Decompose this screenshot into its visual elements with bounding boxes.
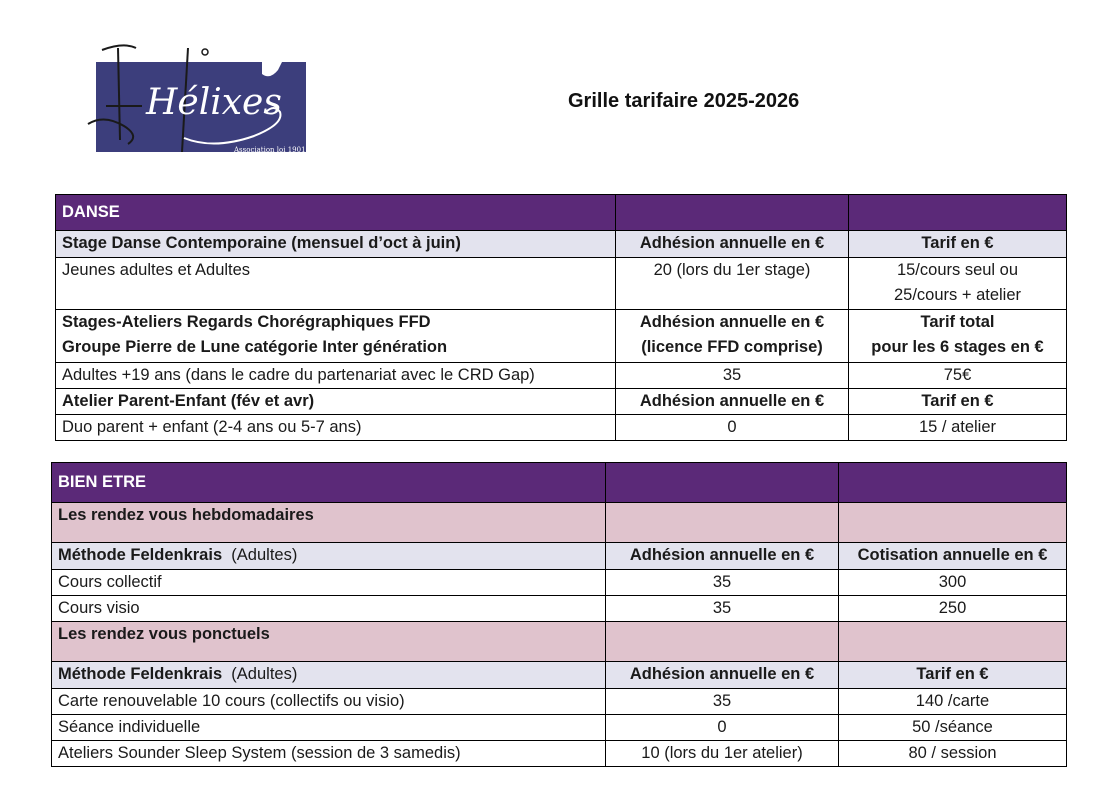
table-row xyxy=(52,463,1067,503)
table-row xyxy=(52,596,1067,622)
row-adhesion: 10 (lors du 1er atelier) xyxy=(606,741,839,767)
table-row xyxy=(56,415,1067,441)
table-row xyxy=(56,195,1067,231)
row-adhesion: 35 xyxy=(606,689,839,715)
row-adhesion: 0 xyxy=(606,715,839,741)
header-adhesion: Adhésion annuelle en € xyxy=(606,662,839,689)
helixes-logo xyxy=(84,40,306,160)
header-adhesion: Adhésion annuelle en € xyxy=(606,543,839,570)
header-tarif: Tarif en € xyxy=(839,662,1067,689)
header-tarif: Tarif en € xyxy=(849,231,1067,258)
row-label: Carte renouvelable 10 cours (collectifs ou visio) xyxy=(52,689,606,715)
header-adhesion: Adhésion annuelle en € xyxy=(616,231,849,258)
row-tarif: 75€ xyxy=(849,363,1067,389)
table-row xyxy=(52,622,1067,662)
table-row xyxy=(52,543,1067,570)
row-tarif: 15 / atelier xyxy=(849,415,1067,441)
table-row xyxy=(52,503,1067,543)
page-title: Grille tarifaire 2025-2026 xyxy=(568,90,800,112)
row-adhesion: 0 xyxy=(616,415,849,441)
table-row xyxy=(56,310,1067,363)
row-label: Cours collectif xyxy=(52,570,606,596)
table-row xyxy=(52,741,1067,767)
header-tarif: Tarif en € xyxy=(849,389,1067,415)
table-row xyxy=(56,389,1067,415)
table-row xyxy=(52,689,1067,715)
row-tarif: 140 /carte xyxy=(839,689,1067,715)
row-label: Adultes +19 ans (dans le cadre du partenariat avec le CRD Gap) xyxy=(56,363,616,389)
row-label: Duo parent + enfant (2-4 ans ou 5-7 ans) xyxy=(56,415,616,441)
table-row xyxy=(52,662,1067,689)
row-tarif: 300 xyxy=(839,570,1067,596)
danse-table xyxy=(55,194,1067,441)
row-tarif: 15/cours seul ou 25/cours + atelier xyxy=(849,258,1067,310)
table-row xyxy=(56,258,1067,310)
row-tarif: 50 /séance xyxy=(839,715,1067,741)
header-label: Méthode Feldenkrais (Adultes) xyxy=(52,662,606,689)
header-label: Stage Danse Contemporaine (mensuel d’oct à juin) xyxy=(56,231,616,258)
header-label: Atelier Parent-Enfant (fév et avr) xyxy=(56,389,616,415)
row-label: Séance individuelle xyxy=(52,715,606,741)
row-adhesion: 35 xyxy=(606,570,839,596)
table-row xyxy=(56,231,1067,258)
table-row xyxy=(52,570,1067,596)
logo-text: Hélixes xyxy=(146,82,282,123)
header-tarif: Tarif total pour les 6 stages en € xyxy=(849,310,1067,363)
header-adhesion: Adhésion annuelle en € xyxy=(616,389,849,415)
table-row xyxy=(56,363,1067,389)
subsection-title: Les rendez vous hebdomadaires xyxy=(52,503,606,543)
header-tarif: Cotisation annuelle en € xyxy=(839,543,1067,570)
row-adhesion: 20 (lors du 1er stage) xyxy=(616,258,849,310)
row-label: Ateliers Sounder Sleep System (session de 3 samedis) xyxy=(52,741,606,767)
header-label: Méthode Feldenkrais (Adultes) xyxy=(52,543,606,570)
row-adhesion: 35 xyxy=(616,363,849,389)
row-label: Cours visio xyxy=(52,596,606,622)
subsection-title: Les rendez vous ponctuels xyxy=(52,622,606,662)
row-adhesion: 35 xyxy=(606,596,839,622)
logo-tagline: Association loi 1901 xyxy=(234,146,306,154)
row-label: Jeunes adultes et Adultes xyxy=(56,258,616,310)
section-title: DANSE xyxy=(56,195,616,231)
bien-etre-table xyxy=(51,462,1067,767)
header-label: Stages-Ateliers Regards Chorégraphiques FFD Groupe Pierre de Lune catégorie Inter génération xyxy=(56,310,616,363)
row-tarif: 250 xyxy=(839,596,1067,622)
table-row xyxy=(52,715,1067,741)
row-tarif: 80 / session xyxy=(839,741,1067,767)
header-adhesion: Adhésion annuelle en € (licence FFD comprise) xyxy=(616,310,849,363)
section-title: BIEN ETRE xyxy=(52,463,606,503)
